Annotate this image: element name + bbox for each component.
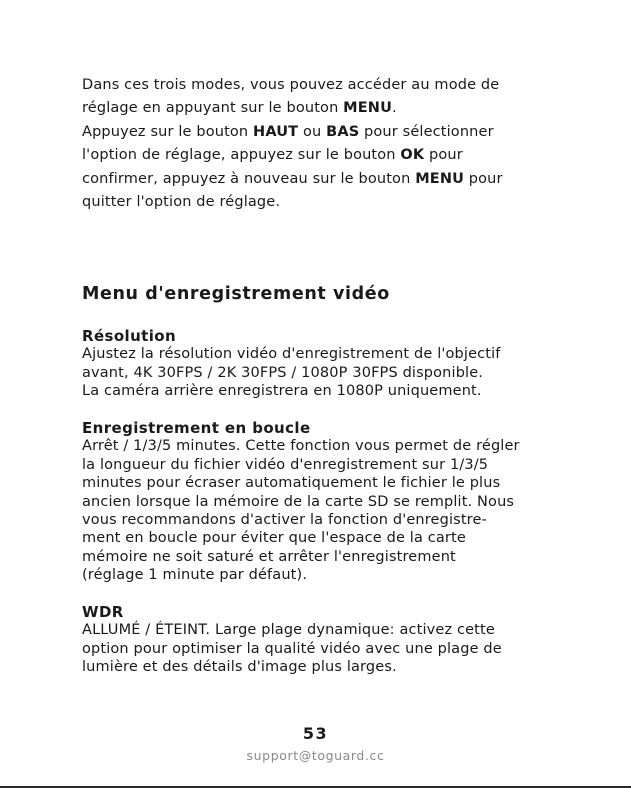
intro-paragraph [82, 74, 612, 214]
resolution-section [82, 327, 622, 401]
intro-text: pour [424, 147, 463, 164]
intro-line-2 [82, 97, 612, 120]
intro-text: confirmer, appuyez à nouveau sur le bouton [82, 170, 416, 187]
intro-line-3 [82, 121, 612, 144]
loop-recording-line: la longueur du fichier vidéo d'enregistrement sur 1/3/5 [82, 456, 489, 473]
wdr-section [82, 603, 622, 677]
support-email: support@toguard.cc [246, 748, 385, 763]
loop-recording-heading: Enregistrement en boucle [82, 419, 311, 437]
down-key-label: BAS [326, 123, 360, 140]
resolution-heading: Résolution [82, 327, 177, 345]
wdr-line: option pour optimiser la qualité vidéo avec une plage de [82, 640, 502, 657]
loop-recording-line: vous recommandons d'activer la fonction d'enregistre- [82, 512, 487, 529]
intro-text: ou [298, 123, 327, 140]
intro-text: Appuyez sur le bouton [82, 123, 254, 140]
loop-recording-line: mémoire ne soit saturé et arrêter l'enregistrement [82, 548, 456, 565]
loop-recording-line: ment en boucle pour éviter que l'espace de la carte [82, 530, 466, 547]
resolution-line: La caméra arrière enregistrera en 1080P uniquement. [82, 383, 482, 400]
wdr-line: ALLUMÉ / ÉTEINT. Large plage dynamique: activez cette [82, 622, 495, 639]
wdr-line: lumière et des détails d'image plus larges. [82, 659, 397, 676]
section-title: Menu d'enregistrement vidéo [82, 284, 390, 304]
intro-line-1: Dans ces trois modes, vous pouvez accéder au mode de [82, 77, 500, 93]
resolution-line: avant, 4K 30FPS / 2K 30FPS / 1080P 30FPS disponible. [82, 364, 484, 381]
intro-line-6: quitter l'option de réglage. [82, 194, 281, 211]
resolution-line: Ajustez la résolution vidéo d'enregistrement de l'objectif [82, 346, 501, 363]
loop-recording-line: ancien lorsque la mémoire de la carte SD se remplit. Nous [82, 493, 515, 510]
intro-text: . [392, 100, 397, 117]
ok-key-label: OK [400, 147, 425, 164]
intro-text: réglage en appuyant sur le bouton [82, 100, 344, 117]
page-number: 53 [302, 724, 329, 743]
loop-recording-line: (réglage 1 minute par défaut). [82, 567, 308, 584]
intro-line-4 [82, 144, 612, 167]
up-key-label: HAUT [253, 123, 299, 140]
intro-text: l'option de réglage, appuyez sur le bouton [82, 147, 401, 164]
menu-key-label: MENU [343, 100, 393, 117]
wdr-heading: WDR [82, 603, 124, 621]
intro-text: pour sélectionner [359, 123, 494, 140]
intro-line-5 [82, 168, 612, 191]
menu-key-label: MENU [415, 170, 465, 187]
intro-text: pour [464, 170, 503, 187]
loop-recording-section [82, 419, 622, 585]
loop-recording-line: Arrêt / 1/3/5 minutes. Cette fonction vous permet de régler [82, 438, 520, 455]
loop-recording-line: minutes pour écraser automatiquement le fichier le plus [82, 475, 501, 492]
